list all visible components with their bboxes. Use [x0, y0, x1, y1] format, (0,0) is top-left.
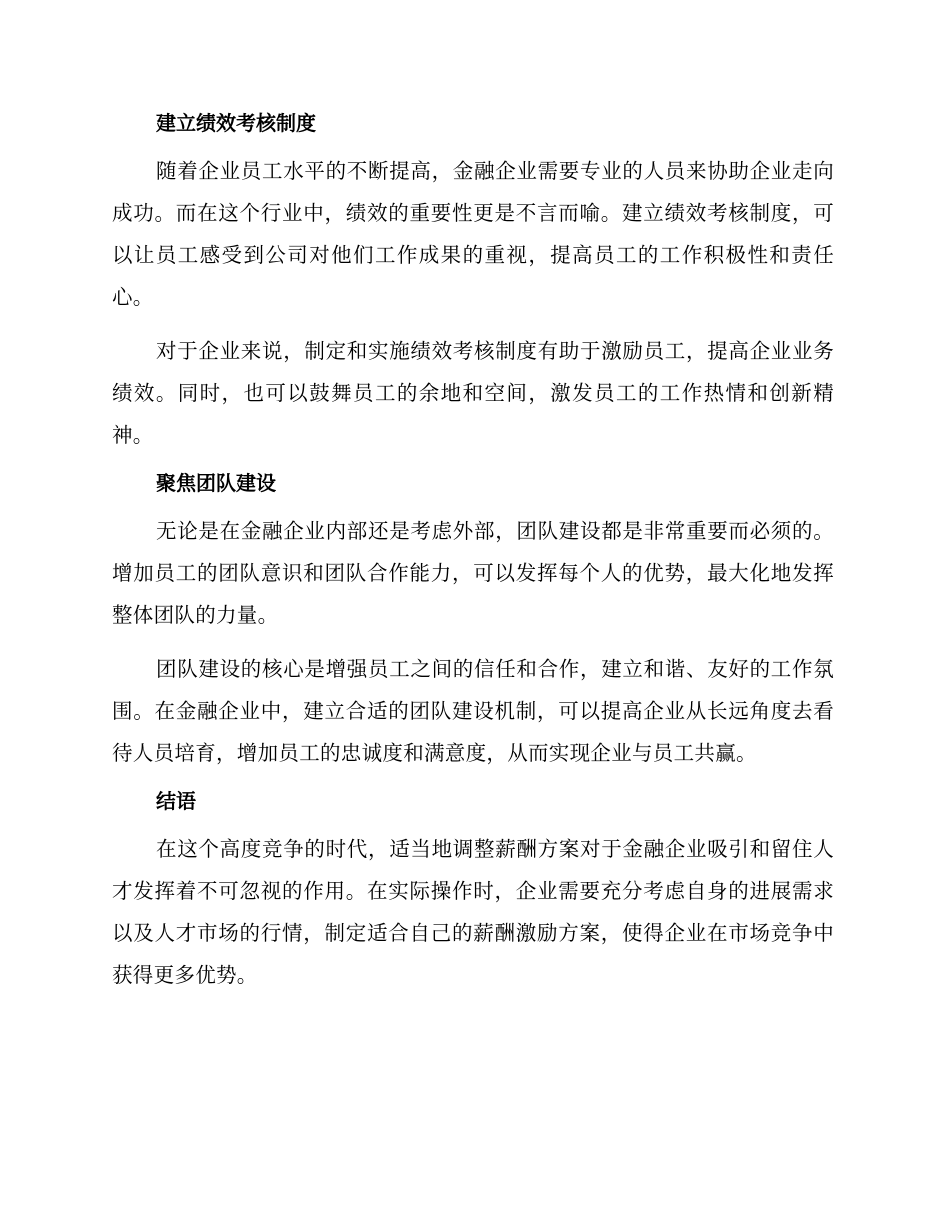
paragraph: 随着企业员工水平的不断提高，金融企业需要专业的人员来协助企业走向成功。而在这个行业中，绩效的重要性更是不言而喻。建立绩效考核制度，可以让员工感受到公司对他们工作成果的重视，提高员工的工作积极性和责任心。: [112, 159, 834, 309]
section-heading: 聚焦团队建设: [156, 471, 276, 495]
paragraph: 对于企业来说，制定和实施绩效考核制度有助于激励员工，提高企业业务绩效。同时，也可以鼓舞员工的余地和空间，激发员工的工作热情和创新精神。: [112, 339, 834, 447]
section-team-building: [112, 468, 834, 774]
section-conclusion: [112, 786, 834, 996]
section-performance-appraisal: [112, 108, 834, 456]
section-heading: 建立绩效考核制度: [156, 111, 316, 135]
paragraph: 团队建设的核心是增强员工之间的信任和合作，建立和谐、友好的工作氛围。在金融企业中，建立合适的团队建设机制，可以提高企业从长远角度去看待人员培育，增加员工的忠诚度和满意度，从而实现企业与员工共赢。: [112, 657, 834, 765]
section-heading: 结语: [156, 789, 196, 813]
document-page: [112, 108, 834, 1008]
paragraph: 无论是在金融企业内部还是考虑外部，团队建设都是非常重要而必须的。增加员工的团队意识和团队合作能力，可以发挥每个人的优势，最大化地发挥整体团队的力量。: [112, 519, 834, 627]
paragraph: 在这个高度竞争的时代，适当地调整薪酬方案对于金融企业吸引和留住人才发挥着不可忽视的作用。在实际操作时，企业需要充分考虑自身的进展需求以及人才市场的行情，制定适合自己的薪酬激励方案，使得企业在市场竞争中获得更多优势。: [112, 837, 834, 987]
